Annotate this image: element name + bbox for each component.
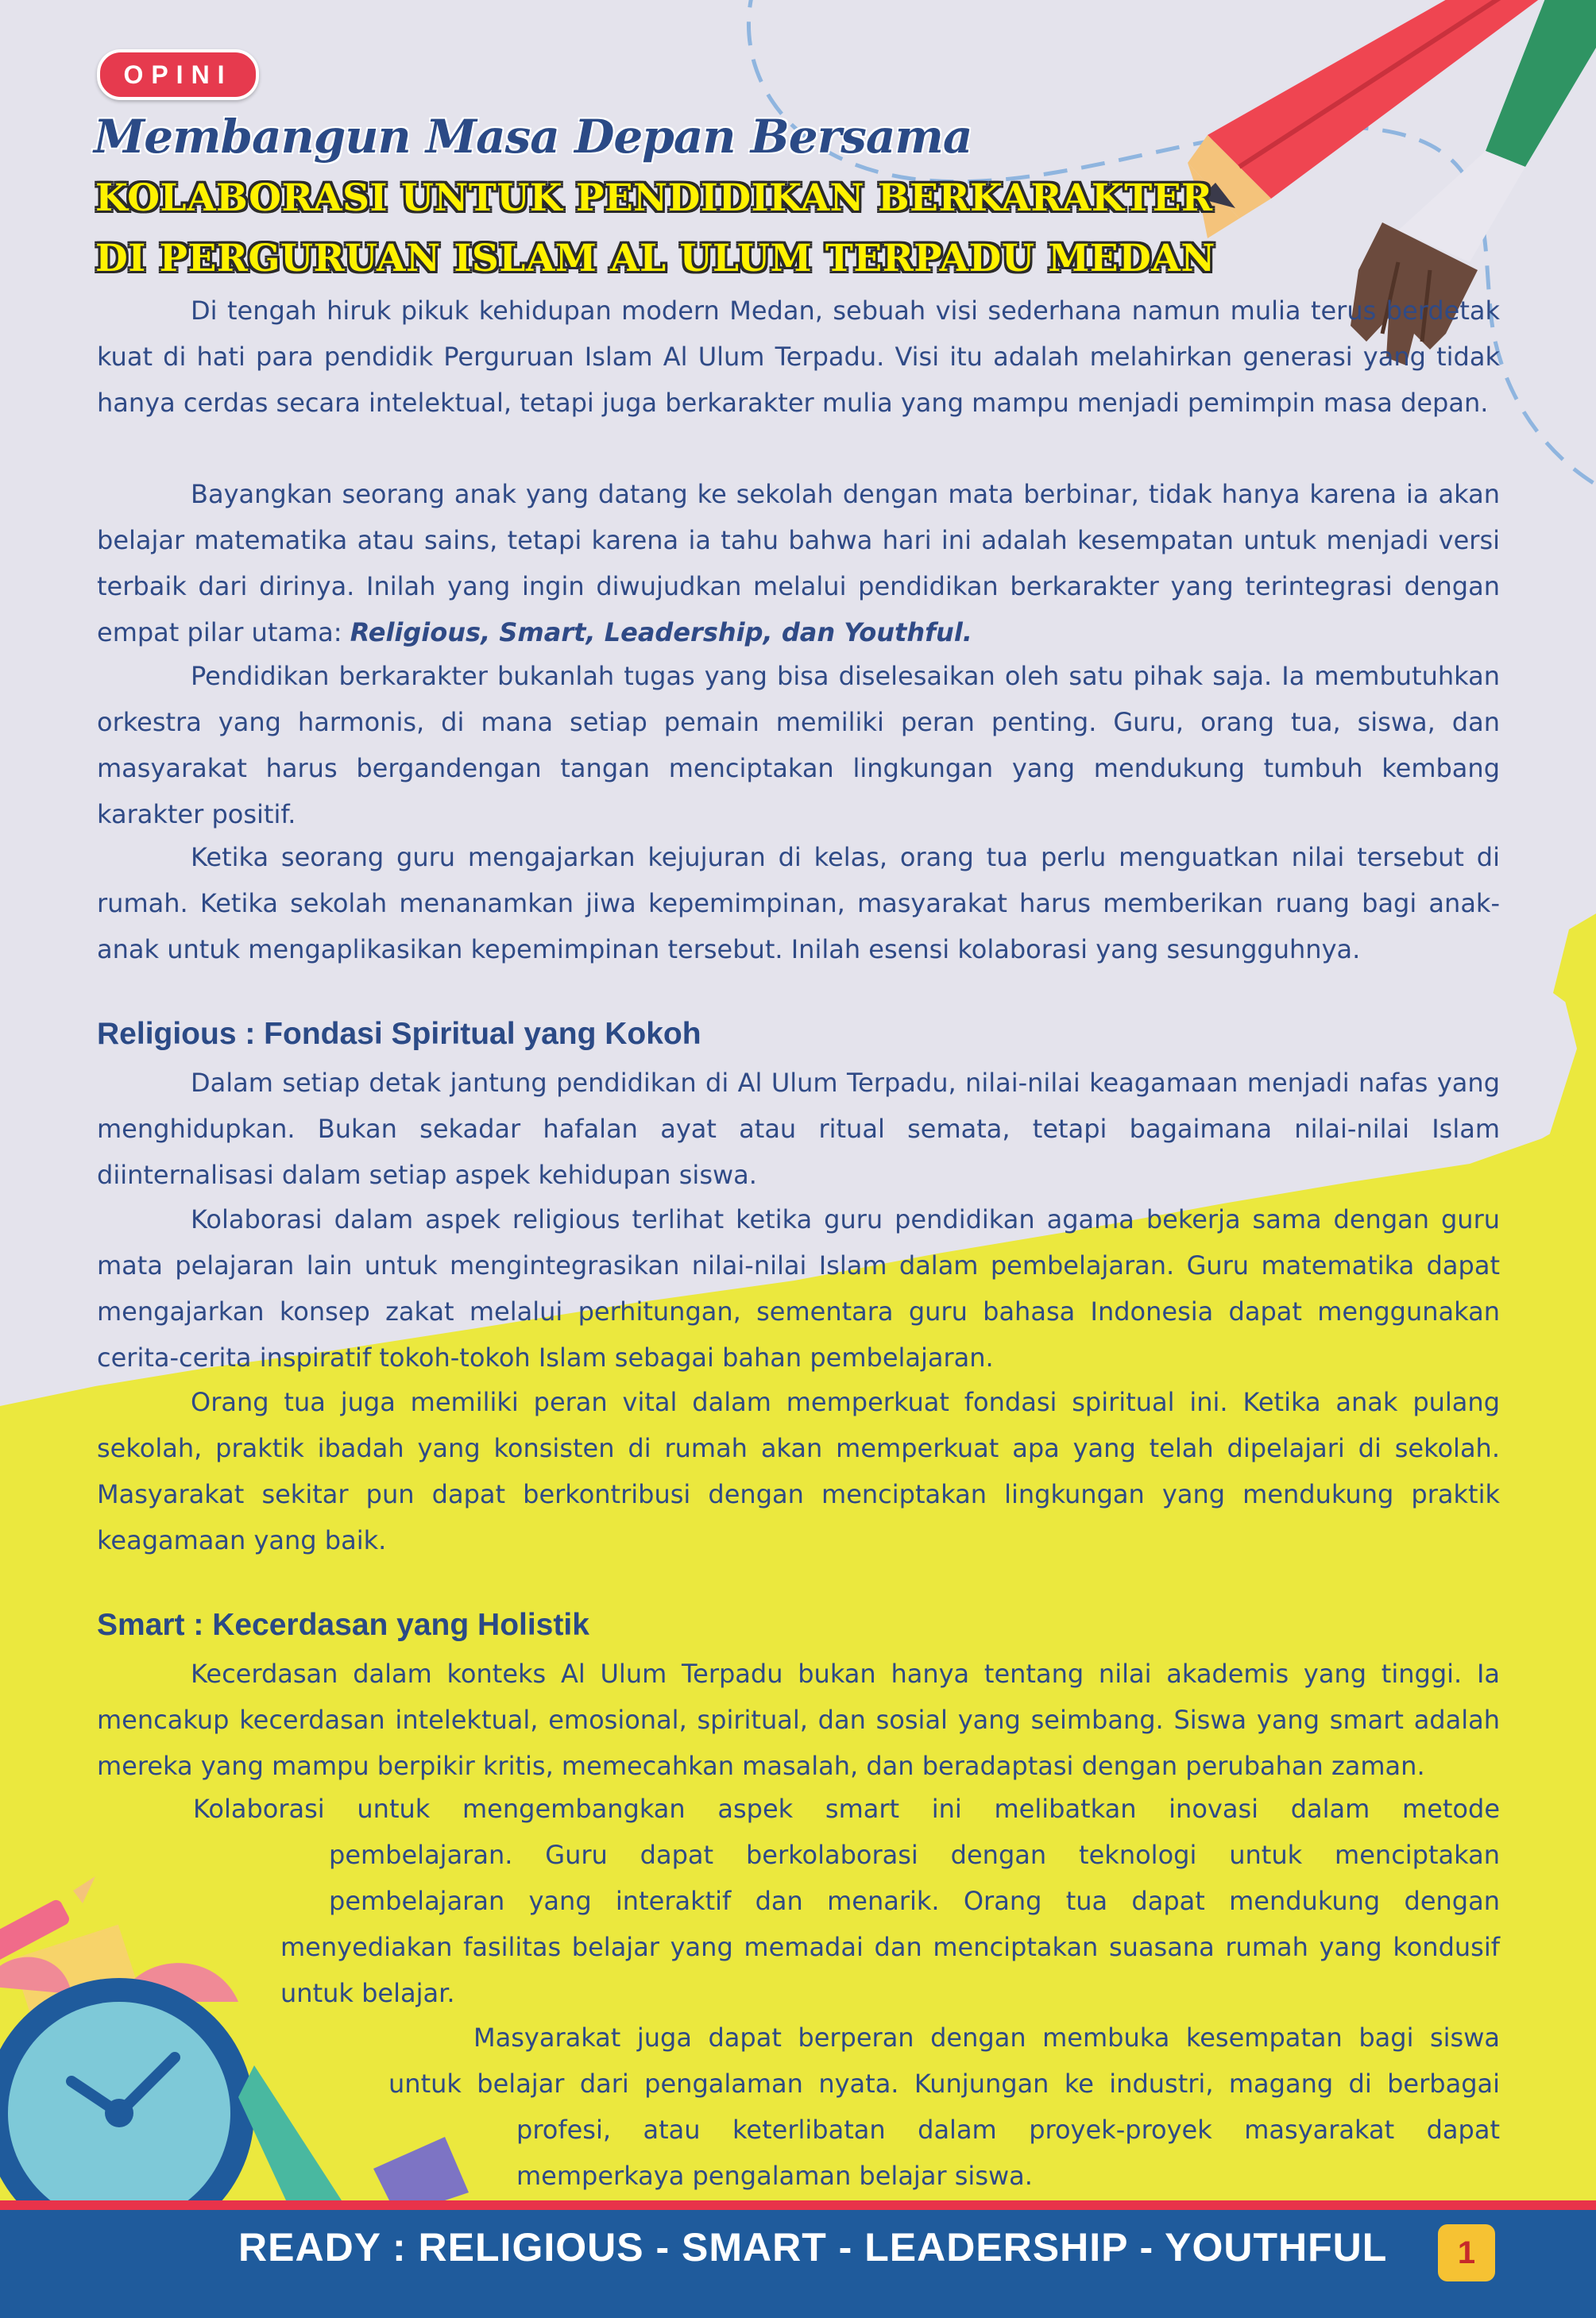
intro-paragraph-4: Ketika seorang guru mengajarkan kejujuran di kelas, orang tua perlu menguatkan nilai tersebut di rumah. Ketika sekolah menanamkan jiwa kepemimpinan, masyarakat harus memberikan ruang bagi anak-anak untuk mengaplikasikan kepemimpinan tersebut. Inilah esensi kolaborasi yang sesungguhnya. — [97, 842, 1500, 964]
opini-badge: OPINI — [97, 49, 259, 100]
smart-paragraph-2-line-3: pembelajaran yang interaktif dan menarik. Orang tua dapat mendukung dengan — [329, 1886, 1500, 1916]
intro-paragraph-2: Bayangkan seorang anak yang datang ke sekolah dengan mata berbinar, tidak hanya karena ia akan belajar matematika atau sains, tetapi karena ia tahu bahwa hari ini adalah kesempatan untuk menjadi versi terbaik dari dirinya. Inilah yang ingin diwujudkan melalui pendidikan berkarakter yang terintegrasi dengan empat pilar utama: Religious, Smart, Leadership, dan Youthful. — [97, 479, 1500, 647]
headline-line-1: KOLABORASI UNTUK PENDIDIKAN BERKARAKTER — [95, 176, 1213, 220]
religious-paragraph-2: Kolaborasi dalam aspek religious terlihat ketika guru pendidikan agama bekerja sama dengan guru mata pelajaran lain untuk mengintegrasikan nilai-nilai Islam dalam pembelajaran. Guru matematika dapat mengajarkan konsep zakat melalui perhitungan, sementara guru bahasa Indonesia dapat menggunakan cerita-cerita inspiratif tokoh-tokoh Islam sebagai bahan pembelajaran. — [97, 1204, 1500, 1373]
page-number: 1 — [1438, 2224, 1495, 2281]
smart-paragraph-2-line-1: Kolaborasi untuk mengembangkan aspek smart ini melibatkan inovasi dalam metode — [193, 1794, 1500, 1824]
religious-paragraph-3: Orang tua juga memiliki peran vital dalam memperkuat fondasi spiritual ini. Ketika anak pulang sekolah, praktik ibadah yang konsisten di rumah akan memperkuat apa yang telah dipelajari di sekolah. Masyarakat sekitar pun dapat berkontribusi dengan menciptakan lingkungan yang mendukung praktik keagamaan yang baik. — [97, 1387, 1500, 1555]
smart-heading: Smart : Kecerdasan yang Holistik — [97, 1608, 589, 1642]
footer-tagline: READY : RELIGIOUS - SMART - LEADERSHIP - YOUTHFUL — [238, 2225, 1388, 2270]
smart-paragraph-3-line-1: Masyarakat juga dapat berperan dengan membuka kesempatan bagi siswa — [473, 2022, 1500, 2053]
smart-paragraph-3-line-4: memperkaya pengalaman belajar siswa. — [516, 2161, 1033, 2191]
religious-heading: Religious : Fondasi Spiritual yang Kokoh — [97, 1017, 701, 1051]
smart-paragraph-2-line-2: pembelajaran. Guru dapat berkolaborasi dengan teknologi untuk menciptakan — [329, 1840, 1500, 1870]
script-title: Membangun Masa Depan Bersama — [94, 110, 972, 164]
intro-paragraph-3: Pendidikan berkarakter bukanlah tugas yang bisa diselesaikan oleh satu pihak saja. Ia membutuhkan orkestra yang harmonis, di mana setiap pemain memiliki peran penting. Guru, orang tua, siswa, dan masyarakat harus bergandengan tangan menciptakan lingkungan yang mendukung tumbuh kembang karakter positif. — [97, 661, 1500, 829]
headline-line-2: DI PERGURUAN ISLAM AL ULUM TERPADU MEDAN — [95, 237, 1215, 280]
smart-paragraph-3-line-2: untuk belajar dari pengalaman nyata. Kunjungan ke industri, magang di berbagai — [388, 2069, 1500, 2099]
intro-paragraph-1: Di tengah hiruk pikuk kehidupan modern Medan, sebuah visi sederhana namun mulia terus berdetak kuat di hati para pendidik Perguruan Islam Al Ulum Terpadu. Visi itu adalah melahirkan generasi yang tidak hanya cerdas secara intelektual, tetapi juga berkarakter mulia yang mampu menjadi pemimpin masa depan. — [97, 296, 1500, 418]
smart-paragraph-1: Kecerdasan dalam konteks Al Ulum Terpadu bukan hanya tentang nilai akademis yang tinggi. Ia mencakup kecerdasan intelektual, emosional, spiritual, dan sosial yang seimbang. Siswa yang smart adalah mereka yang mampu berpikir kritis, memecahkan masalah, dan beradaptasi dengan perubahan zaman. — [97, 1659, 1500, 1781]
four-pillars: Religious, Smart, Leadership, dan Youthful. — [350, 617, 972, 647]
smart-paragraph-2-line-4: menyediakan fasilitas belajar yang memadai dan menciptakan suasana rumah yang kondusif — [280, 1932, 1500, 1962]
smart-paragraph-3-line-3: profesi, atau keterlibatan dalam proyek-proyek masyarakat dapat — [516, 2115, 1500, 2145]
smart-paragraph-2-line-5: untuk belajar. — [280, 1978, 455, 2008]
religious-paragraph-1: Dalam setiap detak jantung pendidikan di Al Ulum Terpadu, nilai-nilai keagamaan menjadi nafas yang menghidupkan. Bukan sekadar hafalan ayat atau ritual semata, tetapi bagaimana nilai-nilai Islam diinternalisasi dalam setiap aspek kehidupan siswa. — [97, 1068, 1500, 1190]
